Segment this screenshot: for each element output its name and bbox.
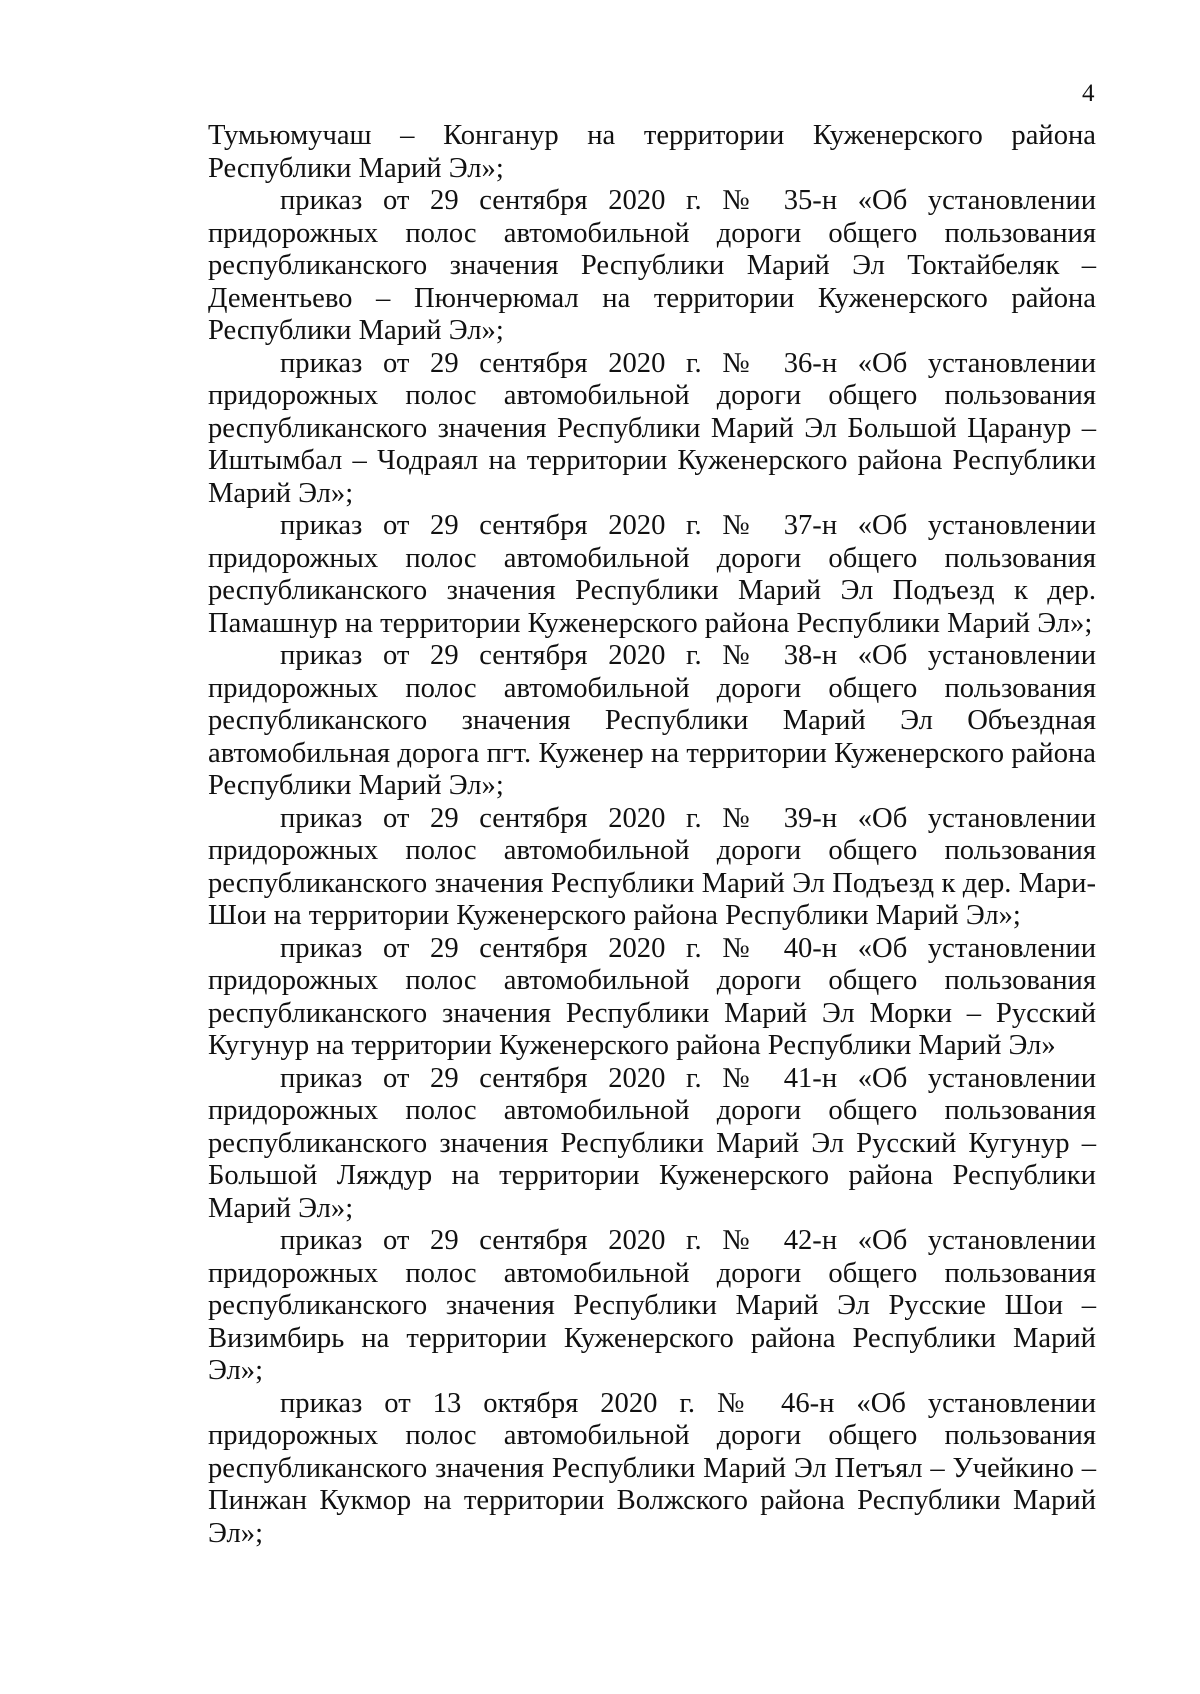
paragraph-order-38: приказ от 29 сентября 2020 г. № 38-н «Об установлении придорожных полос автомобильной дороги общего пользования республиканского значения Республики Марий Эл Объездная автомобильная дорога пгт. Куженер на территории Куженерского района Республики Марий Эл»; — [208, 640, 1096, 801]
paragraph-order-41: приказ от 29 сентября 2020 г. № 41-н «Об установлении придорожных полос автомобильной дороги общего пользования республиканского значения Республики Марий Эл Русский Кугунур – Большой Ляждур на территории Куженерского района Республики Марий Эл»; — [208, 1062, 1096, 1224]
paragraph-order-36: приказ от 29 сентября 2020 г. № 36-н «Об установлении придорожных полос автомобильной дороги общего пользования республиканского значения Республики Марий Эл Большой Царанур – Иштымбал – Чодраял на территории Куженерского района Республики Марий Эл»; — [208, 347, 1096, 509]
paragraph-order-39: приказ от 29 сентября 2020 г. № 39-н «Об установлении придорожных полос автомобильной дороги общего пользования республиканского значения Республики Марий Эл Подъезд к дер. Мари-Шои на территории Куженерского района Республики Марий Эл»; — [208, 802, 1096, 931]
paragraph-order-46: приказ от 13 октября 2020 г. № 46-н «Об установлении придорожных полос автомобильной дороги общего пользования республиканского значения Республики Марий Эл Петъял – Учейкино – Пинжан Кукмор на территории Волжского района Республики Марий Эл»; — [208, 1387, 1096, 1549]
paragraph-order-35: приказ от 29 сентября 2020 г. № 35-н «Об установлении придорожных полос автомобильной дороги общего пользования республиканского значения Республики Марий Эл Токтайбеляк – Дементьево – Пюнчерюмал на территории Куженерского района Республики Марий Эл»; — [208, 185, 1096, 346]
paragraph-order-37: приказ от 29 сентября 2020 г. № 37-н «Об установлении придорожных полос автомобильной дороги общего пользования республиканского значения Республики Марий Эл Подъезд к дер. Памашнур на территории Куженерского района Республики Марий Эл»; — [208, 510, 1096, 639]
paragraph-continuation: Тумьюмучаш – Конганур на территории Куженерского района Республики Марий Эл»; — [208, 120, 1096, 184]
paragraph-order-40: приказ от 29 сентября 2020 г. № 40-н «Об установлении придорожных полос автомобильной дороги общего пользования республиканского значения Республики Марий Эл Морки – Русский Кугунур на территории Куженерского района Республики Марий Эл» — [208, 932, 1096, 1061]
page-number: 4 — [1082, 80, 1095, 107]
document-body — [208, 120, 1096, 1550]
paragraph-order-42: приказ от 29 сентября 2020 г. № 42-н «Об установлении придорожных полос автомобильной дороги общего пользования республиканского значения Республики Марий Эл Русские Шои – Визимбирь на территории Куженерского района Республики Марий Эл»; — [208, 1225, 1096, 1386]
